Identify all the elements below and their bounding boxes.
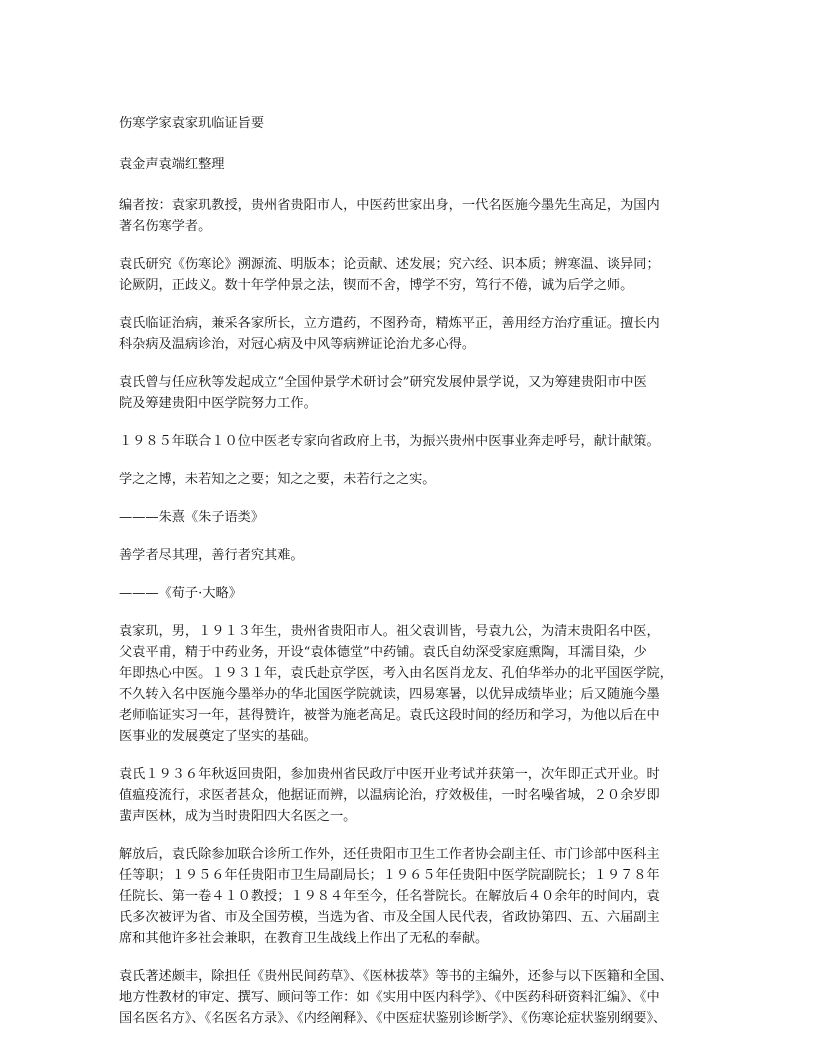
document-title: 伤寒学家袁家玑临证旨要 <box>119 116 265 131</box>
petition-paragraph: １９８５年联合１０位中医老专家向省政府上书，为振兴贵州中医事业奔走呼号，献计献策。 <box>119 434 660 449</box>
document-authors: 袁金声袁端红整理 <box>119 157 225 172</box>
quote-xunzi: 善学者尽其理，善行者究其难。 <box>119 548 304 563</box>
quote-zhuxi-source: ———朱熹《朱子语类》 <box>119 510 265 525</box>
society-paragraph: 袁氏曾与任应秋等发起成立“全国仲景学术研讨会”研究发展仲景学说，又为筹建贵阳市中医 院及筹建贵阳中医学院努力工作。 <box>119 375 647 411</box>
research-paragraph: 袁氏研究《伤寒论》溯源流、明版本；论贡献、述发展；究六经、识本质；辨寒温、谈异同； 论厥阴，正歧义。数十年学仲景之法，锲而不舍，博学不穷，笃行不倦，诚为后学之师。 <box>119 257 660 293</box>
quote-zhuxi: 学之之博，未若知之之要；知之之要，未若行之之实。 <box>119 472 436 487</box>
quote-xunzi-source: ———《荀子·大略》 <box>119 586 242 601</box>
return-guiyang-paragraph: 袁氏１９３６年秋返回贵阳，参加贵州省民政厅中医开业考试并获第一，次年即正式开业。时 值瘟疫流行，求医者甚众，他据证而辨，以温病论治，疗效极佳，一时名噪省城，２０余岁即 蜚声医林，成为当时贵阳四大名医之一。 <box>119 767 660 824</box>
post-liberation-paragraph: 解放后，袁氏除参加联合诊所工作外，还任贵阳市卫生工作者协会副主任、市门诊部中医科主 任等职；１９５６年任贵阳市卫生局副局长；１９６５年任贵阳中医学院副院长；１９７８年 任院长、第一卷４１０教授；１９８４年至今，任名誉院长。在解放后４０余年的时间内，袁 氏多次被评为省、市及全国劳模，当选为省、市及全国人民代表，省政协第四、五、六届副主 席和其他许多社会兼职，在教育卫生战线上作出了无私的奉献。 <box>119 847 660 946</box>
publications-paragraph: 袁氏著述颇丰，除担任《贵州民间药草》、《医林拔萃》等书的主编外，还参与以下医籍和全国、 地方性教材的审定、撰写、顾问等工作：如《实用中医内科学》、《中医药科研资料汇编》、《中 国名医名方》、《名医名方录》、《内经阐释》、《中医症状鉴别诊断学》、《伤寒论症状鉴别纲要》、 <box>119 969 673 1026</box>
document-page <box>119 113 699 1046</box>
editor-note-paragraph: 编者按：袁家玑教授，贵州省贵阳市人，中医药世家出身，一代名医施今墨先生高足，为国内 著名伤寒学者。 <box>119 198 660 234</box>
biography-paragraph: 袁家玑，男，１９１３年生，贵州省贵阳市人。祖父袁训皆，号袁九公，为清末贵阳名中医， 父袁平甫，精于中药业务，开设“袁体德堂”中药铺。袁氏自幼深受家庭熏陶，耳濡目染，少 年即热心中医。１９３１年，袁氏赴京学医，考入由名医肖龙友、孔伯华举办的北平国医学院， 不久转入名中医施今墨举办的华北国医学院就读，四易寒暑，以优异成绩毕业；后又随施今墨 老师临证实习一年，甚得赞许，被誉为施老高足。袁氏这段时间的经历和学习，为他以后在中 医事业的发展奠定了坚实的基础。 <box>119 624 673 744</box>
clinical-paragraph: 袁氏临证治病，兼采各家所长，立方遣药，不图矜奇，精炼平正，善用经方治疗重证。擅长内 科杂病及温病诊治，对冠心病及中风等病辨证论治尤多心得。 <box>119 316 660 352</box>
